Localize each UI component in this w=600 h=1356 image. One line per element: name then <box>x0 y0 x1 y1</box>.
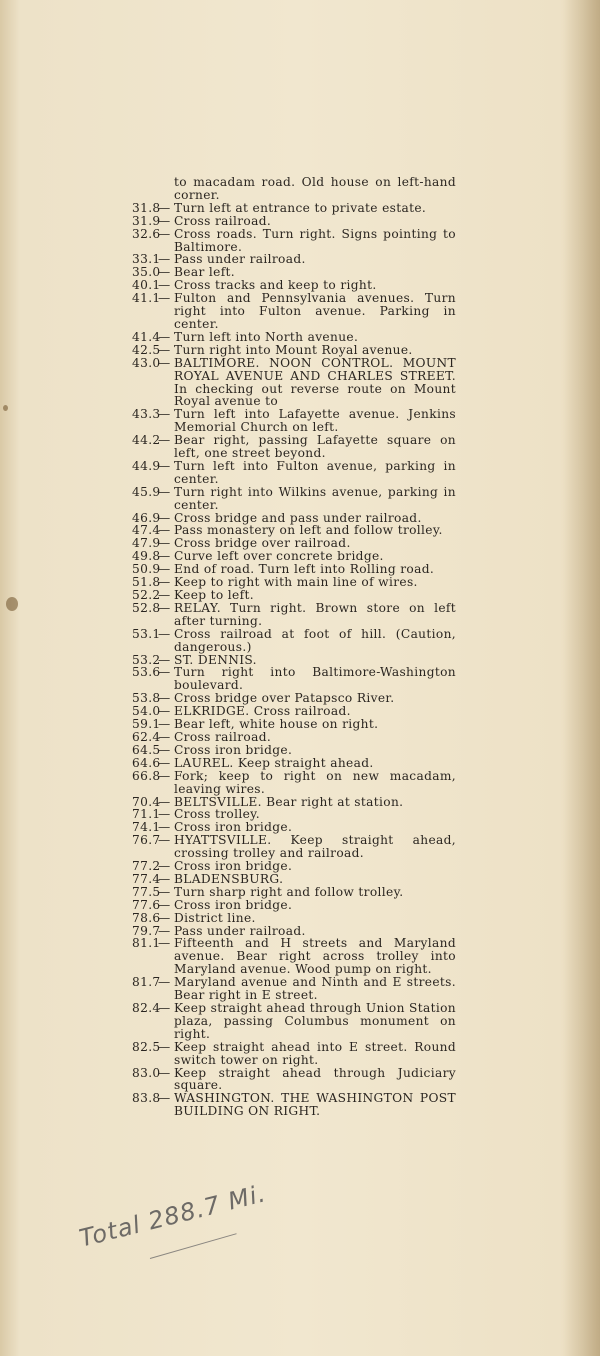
route-entry <box>130 602 456 628</box>
dash-separator: — <box>158 407 171 422</box>
route-entry <box>130 1041 456 1067</box>
dash-separator: — <box>158 329 171 344</box>
instruction: Turn left into Lafayette avenue. Jenkins Memorial Church on left. <box>174 407 456 435</box>
instruction: Cross trolley. <box>174 807 260 822</box>
route-entry <box>130 408 456 434</box>
dash-separator: — <box>158 484 171 499</box>
mileage: 44.2 <box>132 433 161 448</box>
instruction: WASHINGTON. THE WASHINGTON POST BUILDING ON RIGHT. <box>174 1091 456 1119</box>
instruction: End of road. Turn left into Rolling road. <box>174 562 435 577</box>
dash-separator: — <box>158 549 171 564</box>
instruction: Maryland avenue and Ninth and E streets. Bear right in E street. <box>174 975 456 1003</box>
dash-separator: — <box>158 910 171 925</box>
dash-separator: — <box>158 742 171 757</box>
instruction: Keep to left. <box>174 588 254 602</box>
dash-separator: — <box>158 355 171 370</box>
mileage: 81.7 <box>132 975 161 990</box>
dash-separator: — <box>158 936 171 951</box>
route-entry <box>130 1002 456 1041</box>
mileage: 76.7 <box>132 833 161 848</box>
mileage: 51.8 <box>132 575 161 590</box>
dash-separator: — <box>158 213 171 228</box>
dash-separator: — <box>158 923 171 938</box>
mileage: 31.8 <box>132 200 161 215</box>
mileage: 43.3 <box>132 407 161 422</box>
dash-separator: — <box>158 433 171 448</box>
dash-separator: — <box>158 859 171 874</box>
instruction: Turn right into Wilkins avenue, parking in center. <box>174 484 456 512</box>
route-entry <box>130 976 456 1002</box>
dash-separator: — <box>158 342 171 357</box>
mileage: 64.5 <box>132 742 161 757</box>
dash-separator: — <box>158 252 171 267</box>
mileage: 41.1 <box>132 291 161 306</box>
mileage: 53.2 <box>132 652 161 667</box>
instruction: Keep straight ahead into E street. Round switch tower on right. <box>174 1039 456 1067</box>
route-entry <box>130 434 456 460</box>
instruction: Cross railroad at foot of hill. (Caution, dangerous.) <box>174 626 456 654</box>
instruction: Pass under railroad. <box>174 252 306 267</box>
dash-separator: — <box>158 510 171 525</box>
dash-separator: — <box>158 768 171 783</box>
instruction: District line. <box>174 910 256 925</box>
instruction: Cross railroad. <box>174 213 272 228</box>
instruction: Bear right, passing Lafayette square on left, one street beyond. <box>174 433 456 461</box>
dash-separator: — <box>158 536 171 551</box>
dash-separator: — <box>158 600 171 615</box>
route-entry <box>130 486 456 512</box>
instruction: BLADENSBURG. <box>174 871 284 886</box>
route-entry <box>130 1067 456 1093</box>
mileage: 42.5 <box>132 342 161 357</box>
mileage: 79.7 <box>132 923 161 938</box>
dash-separator: — <box>158 200 171 215</box>
instruction: Turn sharp right and follow trolley. <box>174 884 404 899</box>
mileage: 50.9 <box>132 562 161 577</box>
dash-separator: — <box>158 278 171 293</box>
instruction: Fork; keep to right on new macadam, leaving wires. <box>174 768 456 796</box>
instruction: Fulton and Pennsylvania avenues. Turn right into Fulton avenue. Parking in center. <box>174 291 456 331</box>
mileage: 52.8 <box>132 600 161 615</box>
mileage: 64.6 <box>132 755 161 770</box>
instruction: Keep to right with main line of wires. <box>174 575 418 590</box>
dash-separator: — <box>158 562 171 577</box>
route-entry <box>130 292 456 331</box>
dash-separator: — <box>158 820 171 835</box>
instruction: Bear left. <box>174 265 236 280</box>
mileage: 33.1 <box>132 252 161 267</box>
dash-separator: — <box>158 665 171 680</box>
dash-separator: — <box>158 755 171 770</box>
mileage: 81.1 <box>132 936 161 951</box>
dash-separator: — <box>158 1039 171 1054</box>
route-entry <box>130 357 456 409</box>
mileage: 77.4 <box>132 871 161 886</box>
mileage: 74.1 <box>132 820 161 835</box>
mileage: 43.0 <box>132 355 161 370</box>
instruction: Keep straight ahead through Judiciary square. <box>174 1065 456 1093</box>
mileage: 54.0 <box>132 704 161 719</box>
dash-separator: — <box>158 1091 171 1106</box>
dash-separator: — <box>158 652 171 667</box>
ink-stain <box>3 405 8 411</box>
mileage: 52.2 <box>132 588 161 602</box>
instruction: Cross roads. Turn right. Signs pointing to Baltimore. <box>174 226 456 254</box>
instruction: Turn left at entrance to private estate. <box>174 200 427 215</box>
route-entry <box>130 460 456 486</box>
dash-separator: — <box>158 1065 171 1080</box>
mileage: 53.6 <box>132 665 161 680</box>
instruction: LAUREL. Keep straight ahead. <box>174 755 374 770</box>
dash-separator: — <box>158 575 171 590</box>
ink-stain <box>6 597 18 611</box>
dash-separator: — <box>158 265 171 280</box>
dash-separator: — <box>158 833 171 848</box>
instruction: Turn left into Fulton avenue, parking in center. <box>174 458 456 486</box>
mileage: 82.4 <box>132 1001 161 1015</box>
dash-separator: — <box>158 226 171 241</box>
mileage: 45.9 <box>132 484 161 499</box>
dash-separator: — <box>158 794 171 809</box>
mileage: 49.8 <box>132 549 161 564</box>
mileage: 62.4 <box>132 729 161 744</box>
instruction: Turn right into Mount Royal avenue. <box>174 342 413 357</box>
dash-separator: — <box>158 704 171 719</box>
instruction: Cross iron bridge. <box>174 820 293 835</box>
instruction: Turn left into North avenue. <box>174 329 359 344</box>
mileage: 59.1 <box>132 717 161 732</box>
instruction: Cross bridge over railroad. <box>174 536 351 551</box>
dash-separator: — <box>158 871 171 886</box>
dash-separator: — <box>158 729 171 744</box>
dash-separator: — <box>158 523 171 538</box>
dash-separator: — <box>158 884 171 899</box>
route-entry <box>130 628 456 654</box>
route-entry <box>130 228 456 254</box>
page-fold-shadow <box>564 0 600 1356</box>
mileage: 40.1 <box>132 278 161 293</box>
instruction: Cross iron bridge. <box>174 859 293 874</box>
mileage: 66.8 <box>132 768 161 783</box>
route-entry <box>130 770 456 796</box>
mileage: 44.9 <box>132 458 161 473</box>
route-entry <box>130 666 456 692</box>
mileage: 71.1 <box>132 807 161 822</box>
mileage: 47.4 <box>132 523 161 538</box>
dash-separator: — <box>158 691 171 706</box>
mileage: 31.9 <box>132 213 161 228</box>
instruction: Turn right into Baltimore-Washington boulevard. <box>174 665 456 693</box>
mileage: 77.6 <box>132 897 161 912</box>
mileage: 35.0 <box>132 265 161 280</box>
dash-separator: — <box>158 807 171 822</box>
instruction: ELKRIDGE. Cross railroad. <box>174 704 351 719</box>
instruction: Keep straight ahead through Union Station plaza, passing Columbus monument on right. <box>174 1001 456 1041</box>
route-entries <box>130 202 456 1118</box>
instruction: BALTIMORE. NOON CONTROL. MOUNT ROYAL AVENUE AND CHARLES STREET. In checking out reverse route on Mount Royal avenue to <box>174 355 456 409</box>
route-entry <box>130 834 456 860</box>
mileage: 32.6 <box>132 226 161 241</box>
mileage: 53.8 <box>132 691 161 706</box>
instruction: Pass under railroad. <box>174 923 306 938</box>
instruction: Pass monastery on left and follow trolley. <box>174 523 443 538</box>
intro-text: to macadam road. Old house on left-hand corner. <box>174 175 456 202</box>
dash-separator: — <box>158 1001 171 1015</box>
mileage: 41.4 <box>132 329 161 344</box>
mileage: 70.4 <box>132 794 161 809</box>
instruction: Cross railroad. <box>174 729 272 744</box>
mileage: 83.8 <box>132 1091 161 1106</box>
dash-separator: — <box>158 626 171 641</box>
dash-separator: — <box>158 717 171 732</box>
dash-separator: — <box>158 975 171 990</box>
mileage: 77.2 <box>132 859 161 874</box>
instruction: RELAY. Turn right. Brown store on left after turning. <box>174 600 456 628</box>
mileage: 82.5 <box>132 1039 161 1054</box>
instruction: Cross tracks and keep to right. <box>174 278 377 293</box>
instruction: Cross bridge and pass under railroad. <box>174 510 422 525</box>
instruction: Cross iron bridge. <box>174 897 293 912</box>
dash-separator: — <box>158 458 171 473</box>
instruction: Cross bridge over Patapsco River. <box>174 691 395 706</box>
dash-separator: — <box>158 588 171 602</box>
route-entry <box>130 937 456 976</box>
instruction: BELTSVILLE. Bear right at station. <box>174 794 404 809</box>
handwritten-total: Total 288.7 Mi. <box>76 1179 269 1253</box>
instruction: HYATTSVILLE. Keep straight ahead, crossing trolley and railroad. <box>174 833 456 861</box>
instruction: ST. DENNIS. <box>174 652 257 667</box>
mileage: 77.5 <box>132 884 161 899</box>
instruction: Bear left, white house on right. <box>174 717 379 732</box>
instruction: Curve left over concrete bridge. <box>174 549 384 564</box>
mileage: 47.9 <box>132 536 161 551</box>
instruction: Cross iron bridge. <box>174 742 293 757</box>
mileage: 53.1 <box>132 626 161 641</box>
instruction: Fifteenth and H streets and Maryland avenue. Bear right across trolley into Maryland avenue. Wood pump on right. <box>174 936 456 977</box>
route-entry <box>130 1092 456 1118</box>
dash-separator: — <box>158 291 171 306</box>
route-log <box>130 176 456 1118</box>
mileage: 46.9 <box>132 510 161 525</box>
mileage: 78.6 <box>132 910 161 925</box>
dash-separator: — <box>158 897 171 912</box>
mileage: 83.0 <box>132 1065 161 1080</box>
